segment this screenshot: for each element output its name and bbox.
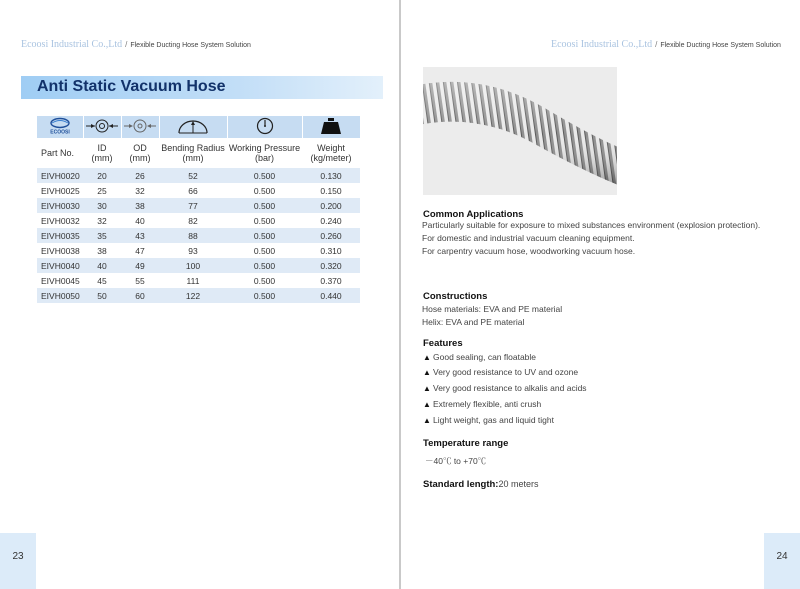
cell-od: 55 [121, 273, 159, 288]
cell-part-no: EIVH0035 [37, 228, 83, 243]
cell-bending-radius: 77 [159, 198, 227, 213]
company-name: Ecoosi Industrial Co.,Ltd [551, 39, 653, 50]
hose-product-photo [423, 67, 617, 195]
cell-weight: 0.200 [302, 198, 360, 213]
cell-od: 38 [121, 198, 159, 213]
cell-working-pressure: 0.500 [227, 273, 302, 288]
cell-od: 47 [121, 243, 159, 258]
page-number-left [0, 533, 36, 589]
col-bending-radius: Bending Radius (mm) [161, 143, 225, 163]
standard-length [423, 479, 539, 490]
inner-diameter-icon [83, 116, 121, 138]
feature-item: ▲ Extremely flexible, anti crush [423, 399, 542, 409]
cell-bending-radius: 100 [159, 258, 227, 273]
cell-id: 40 [83, 258, 121, 273]
cell-id: 35 [83, 228, 121, 243]
cell-od: 40 [121, 213, 159, 228]
right-header [551, 39, 781, 50]
cell-od: 43 [121, 228, 159, 243]
left-page [0, 0, 399, 589]
page-number-text: 24 [776, 551, 788, 562]
cell-working-pressure: 0.500 [227, 258, 302, 273]
feature-item: ▲ Very good resistance to alkalis and acids [423, 383, 587, 393]
cell-od: 49 [121, 258, 159, 273]
page-number-text: 23 [12, 551, 24, 562]
common-applications-title: Common Applications [423, 209, 524, 220]
cell-part-no: EIVH0045 [37, 273, 83, 288]
header-separator: / [655, 40, 658, 49]
application-line: Particularly suitable for exposure to mixed substances environment (explosion protection). [422, 220, 761, 230]
cell-weight: 0.310 [302, 243, 360, 258]
weight-icon [302, 116, 360, 138]
temperature-title: Temperature range [423, 438, 509, 449]
table-row [37, 183, 360, 198]
construction-line: Helix: EVA and PE material [422, 317, 525, 327]
cell-id: 45 [83, 273, 121, 288]
brand-logo-icon [37, 116, 83, 138]
table-row [37, 228, 360, 243]
col-id: ID (mm) [91, 143, 113, 163]
cell-bending-radius: 88 [159, 228, 227, 243]
table-row [37, 198, 360, 213]
table-row [37, 168, 360, 183]
company-name: Ecoosi Industrial Co.,Ltd [21, 39, 123, 50]
header-tagline: Flexible Ducting Hose System Solution [660, 42, 781, 49]
spec-header-row [37, 138, 360, 168]
cell-working-pressure: 0.500 [227, 198, 302, 213]
pressure-gauge-icon [227, 116, 302, 138]
cell-weight: 0.440 [302, 288, 360, 303]
cell-id: 38 [83, 243, 121, 258]
brand-logo-text: ECOOSI [50, 129, 70, 135]
cell-id: 20 [83, 168, 121, 183]
table-row [37, 288, 360, 303]
right-page [401, 0, 800, 589]
cell-weight: 0.150 [302, 183, 360, 198]
cell-bending-radius: 82 [159, 213, 227, 228]
cell-working-pressure: 0.500 [227, 168, 302, 183]
table-row [37, 213, 360, 228]
product-title: Anti Static Vacuum Hose [37, 78, 226, 95]
feature-item: ▲ Good sealing, can floatable [423, 352, 537, 362]
cell-id: 25 [83, 183, 121, 198]
cell-id: 32 [83, 213, 121, 228]
cell-od: 32 [121, 183, 159, 198]
cell-part-no: EIVH0020 [37, 168, 83, 183]
cell-working-pressure: 0.500 [227, 183, 302, 198]
cell-part-no: EIVH0030 [37, 198, 83, 213]
cell-bending-radius: 66 [159, 183, 227, 198]
cell-weight: 0.260 [302, 228, 360, 243]
product-title-bar [21, 76, 383, 99]
feature-item: ▲ Very good resistance to UV and ozone [423, 367, 579, 377]
col-part-no: Part No. [41, 148, 75, 158]
cell-working-pressure: 0.500 [227, 243, 302, 258]
feature-item: ▲ Light weight, gas and liquid tight [423, 415, 554, 425]
cell-weight: 0.130 [302, 168, 360, 183]
cell-bending-radius: 93 [159, 243, 227, 258]
table-row [37, 243, 360, 258]
bullet-triangle-icon: ▲ [423, 400, 431, 409]
cell-part-no: EIVH0038 [37, 243, 83, 258]
left-header [21, 39, 251, 50]
standard-length-label: Standard length: [423, 479, 499, 490]
cell-id: 30 [83, 198, 121, 213]
bullet-triangle-icon: ▲ [423, 353, 431, 362]
standard-length-value: 20 meters [498, 479, 539, 489]
cell-working-pressure: 0.500 [227, 213, 302, 228]
cell-id: 50 [83, 288, 121, 303]
spec-table [37, 116, 361, 303]
spec-icon-row [37, 116, 360, 138]
bullet-triangle-icon: ▲ [423, 416, 431, 425]
cell-bending-radius: 122 [159, 288, 227, 303]
header-tagline: Flexible Ducting Hose System Solution [130, 42, 251, 49]
page-number-right [764, 533, 800, 589]
table-row [37, 273, 360, 288]
cell-bending-radius: 111 [159, 273, 227, 288]
outer-diameter-icon [121, 116, 159, 138]
cell-od: 26 [121, 168, 159, 183]
cell-working-pressure: 0.500 [227, 228, 302, 243]
cell-part-no: EIVH0032 [37, 213, 83, 228]
construction-line: Hose materials: EVA and PE material [422, 304, 563, 314]
temperature-value: －40℃ to +70℃ [425, 456, 487, 466]
bullet-triangle-icon: ▲ [423, 368, 431, 377]
cell-weight: 0.240 [302, 213, 360, 228]
application-line: For carpentry vacuum hose, woodworking vacuum hose. [422, 246, 636, 256]
cell-od: 60 [121, 288, 159, 303]
bullet-triangle-icon: ▲ [423, 384, 431, 393]
cell-part-no: EIVH0050 [37, 288, 83, 303]
col-od: OD (mm) [129, 143, 151, 163]
header-separator: / [125, 40, 128, 49]
col-working-pressure: Working Pressure (bar) [228, 143, 301, 163]
cell-bending-radius: 52 [159, 168, 227, 183]
cell-working-pressure: 0.500 [227, 288, 302, 303]
col-weight: Weight (kg/meter) [310, 143, 352, 163]
table-row [37, 258, 360, 273]
application-line: For domestic and industrial vacuum cleaning equipment. [422, 233, 635, 243]
bending-radius-icon [159, 116, 227, 138]
constructions-title: Constructions [423, 291, 488, 302]
cell-part-no: EIVH0040 [37, 258, 83, 273]
cell-part-no: EIVH0025 [37, 183, 83, 198]
features-title: Features [423, 338, 463, 349]
cell-weight: 0.370 [302, 273, 360, 288]
cell-weight: 0.320 [302, 258, 360, 273]
